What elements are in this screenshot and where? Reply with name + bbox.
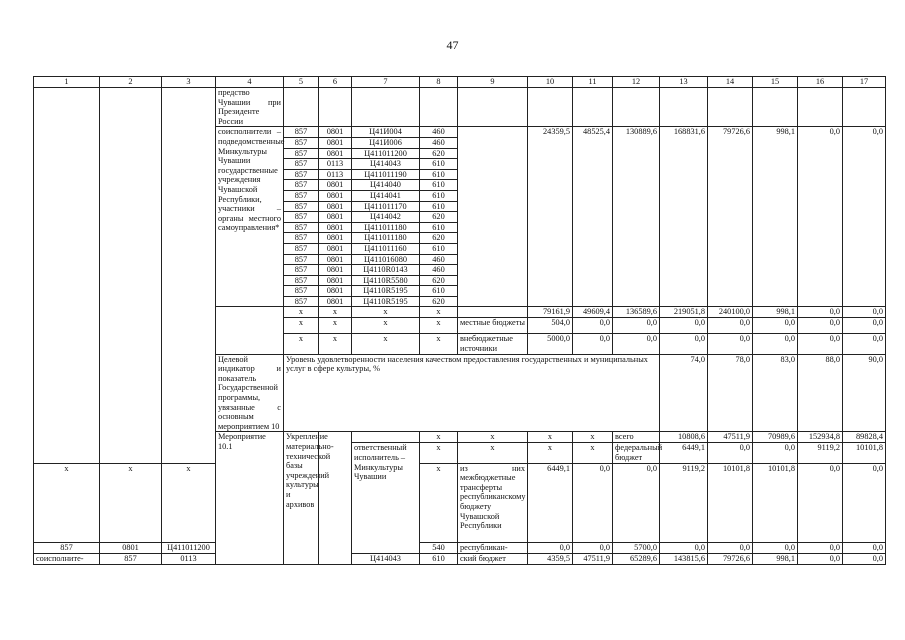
- vr-cell: 620: [420, 233, 458, 244]
- value-cell: 0,0: [843, 307, 886, 318]
- value-cell: 998,1: [753, 127, 798, 307]
- x-cell: х: [319, 334, 352, 354]
- value-cell: 89828,4: [843, 432, 886, 443]
- source-cell: из них межбюджетные трансферты республиканскому бюджету Чувашской Республики: [458, 463, 528, 542]
- section-cell: 0801: [319, 190, 352, 201]
- value-cell: 240100,0: [708, 307, 753, 318]
- value-cell: 0,0: [708, 443, 753, 463]
- vr-cell: 620: [420, 148, 458, 159]
- value-cell: 0,0: [798, 553, 843, 564]
- code-cell: 0801: [100, 542, 162, 553]
- value-cell: 0,0: [613, 318, 660, 334]
- x-cell: х: [420, 463, 458, 542]
- responsible-cell: ответственный исполнитель – Минкультуры Чувашии: [352, 443, 420, 553]
- empty-cell: [708, 88, 753, 127]
- column-number: 13: [660, 77, 708, 88]
- value-cell: 0,0: [798, 463, 843, 542]
- vr-cell: 610: [420, 286, 458, 297]
- value-cell: 0,0: [573, 318, 613, 334]
- vr-cell: 610: [420, 222, 458, 233]
- x-cell: х: [284, 307, 319, 318]
- section-cell: 0801: [319, 148, 352, 159]
- value-cell: 130889,6: [613, 127, 660, 307]
- grbs-cell: 857: [284, 296, 319, 307]
- empty-cell: [420, 88, 458, 127]
- value-cell: 79161,9: [528, 307, 573, 318]
- vr-cell: 620: [420, 212, 458, 223]
- value-cell: 0,0: [843, 542, 886, 553]
- x-cell: х: [162, 463, 216, 542]
- value-cell: 9119,2: [798, 443, 843, 463]
- empty-cell: [352, 432, 420, 443]
- value-cell: 5700,0: [613, 542, 660, 553]
- value-cell: 0,0: [528, 542, 573, 553]
- value-cell: 0,0: [753, 334, 798, 354]
- x-cell: х: [34, 463, 100, 542]
- x-cell: х: [284, 318, 319, 334]
- section-cell: 0113: [319, 159, 352, 170]
- value-cell: 136589,6: [613, 307, 660, 318]
- table-row: [34, 463, 886, 542]
- column-number: 8: [420, 77, 458, 88]
- x-cell: х: [352, 318, 420, 334]
- x-cell: х: [420, 443, 458, 463]
- empty-cell: [753, 88, 798, 127]
- empty-cell: [660, 88, 708, 127]
- vr-cell: 610: [420, 201, 458, 212]
- vr-cell: 610: [420, 190, 458, 201]
- empty-cell: [319, 88, 352, 127]
- grbs-cell: 857: [284, 286, 319, 297]
- csr-cell: Ц411011200: [352, 148, 420, 159]
- column-number: 11: [573, 77, 613, 88]
- vr-cell: 620: [420, 275, 458, 286]
- value-cell: 47511,9: [573, 553, 613, 564]
- csr-cell: Ц4110R0143: [352, 265, 420, 276]
- value-cell: 504,0: [528, 318, 573, 334]
- csr-cell: Ц411016080: [352, 254, 420, 265]
- section-cell: 0801: [319, 254, 352, 265]
- section-cell: 0801: [319, 137, 352, 148]
- grbs-cell: 857: [284, 169, 319, 180]
- csr-cell: Ц411011160: [352, 243, 420, 254]
- value-cell: 49609,4: [573, 307, 613, 318]
- section-cell: 0801: [319, 201, 352, 212]
- table-row: [34, 88, 886, 127]
- measure-id: Мероприятие 10.1: [216, 432, 284, 564]
- target-text: Уровень удовлетворенности населения качеством предоставления государственных и муниципальных услуг в сфере культуры, %: [284, 354, 660, 432]
- grbs-cell: 857: [284, 127, 319, 138]
- value-cell: 0,0: [753, 443, 798, 463]
- csr-cell: Ц414040: [352, 180, 420, 191]
- value-cell: 83,0: [753, 354, 798, 432]
- source-cell: республикан-: [458, 542, 528, 553]
- grbs-cell: 857: [284, 180, 319, 191]
- empty-cell: [613, 88, 660, 127]
- value-cell: 10101,8: [843, 443, 886, 463]
- value-cell: 0,0: [843, 334, 886, 354]
- code-cell: 857: [100, 553, 162, 564]
- value-cell: 998,1: [753, 307, 798, 318]
- value-cell: 0,0: [708, 334, 753, 354]
- empty-cell: [34, 88, 100, 464]
- csr-cell: Ц411011180: [352, 233, 420, 244]
- csr-cell: Ц411011190: [352, 169, 420, 180]
- column-number: 12: [613, 77, 660, 88]
- value-cell: 0,0: [843, 553, 886, 564]
- source-cell: [458, 127, 528, 307]
- value-cell: 0,0: [798, 307, 843, 318]
- section-cell: 0801: [319, 212, 352, 223]
- grbs-cell: 857: [284, 201, 319, 212]
- x-cell: х: [458, 443, 528, 463]
- column-number: 9: [458, 77, 528, 88]
- code-cell: 857: [34, 542, 100, 553]
- csr-cell: Ц414041: [352, 190, 420, 201]
- vr-cell: 610: [420, 243, 458, 254]
- column-number: 3: [162, 77, 216, 88]
- column-number: 16: [798, 77, 843, 88]
- coexecutors-cell: соисполните-: [34, 553, 100, 564]
- source-cell: внебюджетные источники: [458, 334, 528, 354]
- grbs-cell: 857: [284, 265, 319, 276]
- csr-cell: Ц41И006: [352, 137, 420, 148]
- value-cell: 0,0: [708, 542, 753, 553]
- grbs-cell: 857: [284, 137, 319, 148]
- value-cell: 0,0: [613, 463, 660, 542]
- page-number: 47: [446, 38, 459, 52]
- x-cell: х: [528, 432, 573, 443]
- section-cell: 0113: [319, 169, 352, 180]
- empty-cell: [162, 88, 216, 464]
- code-cell: Ц411011200: [162, 542, 216, 553]
- x-cell: х: [284, 334, 319, 354]
- value-cell: 143815,6: [660, 553, 708, 564]
- code-cell: 610: [420, 553, 458, 564]
- budget-table: [33, 76, 886, 565]
- x-cell: х: [420, 307, 458, 318]
- value-cell: 10101,8: [753, 463, 798, 542]
- csr-cell: Ц411011170: [352, 201, 420, 212]
- column-number: 14: [708, 77, 753, 88]
- value-cell: 0,0: [843, 318, 886, 334]
- value-cell: 219051,8: [660, 307, 708, 318]
- column-number: 6: [319, 77, 352, 88]
- empty-cell: [528, 88, 573, 127]
- source-cell: ский бюджет: [458, 553, 528, 564]
- value-cell: 70989,6: [753, 432, 798, 443]
- source-cell: [458, 307, 528, 318]
- value-cell: 998,1: [753, 553, 798, 564]
- empty-cell: [573, 88, 613, 127]
- value-cell: 0,0: [573, 542, 613, 553]
- section-cell: 0801: [319, 222, 352, 233]
- x-cell: х: [420, 334, 458, 354]
- empty-cell: [216, 307, 284, 354]
- value-cell: 48525,4: [573, 127, 613, 307]
- header-row: [34, 77, 886, 88]
- vr-cell: 460: [420, 254, 458, 265]
- x-cell: х: [573, 432, 613, 443]
- target-label: Целевой индикатор и показатель Государственной программы, увязанные с основным мероприятием 10: [216, 354, 284, 432]
- value-cell: 0,0: [798, 127, 843, 307]
- section-cell: 0801: [319, 127, 352, 138]
- x-cell: х: [352, 307, 420, 318]
- section-cell: 0801: [319, 265, 352, 276]
- x-cell: х: [352, 334, 420, 354]
- table-row: [34, 553, 886, 564]
- code-cell: Ц414043: [352, 553, 420, 564]
- csr-cell: Ц4110R5580: [352, 275, 420, 286]
- grbs-cell: 857: [284, 148, 319, 159]
- section-cell: 0801: [319, 286, 352, 297]
- grbs-cell: 857: [284, 222, 319, 233]
- vr-cell: 610: [420, 169, 458, 180]
- vr-cell: 610: [420, 159, 458, 170]
- empty-cell: [458, 88, 528, 127]
- value-cell: 78,0: [708, 354, 753, 432]
- csr-cell: Ц411011180: [352, 222, 420, 233]
- x-cell: х: [319, 318, 352, 334]
- x-cell: х: [420, 318, 458, 334]
- value-cell: 152934,8: [798, 432, 843, 443]
- value-cell: 6449,1: [528, 463, 573, 542]
- grbs-cell: 857: [284, 190, 319, 201]
- section-cell: 0801: [319, 275, 352, 286]
- vr-cell: 620: [420, 296, 458, 307]
- column-number: 17: [843, 77, 886, 88]
- value-cell: 0,0: [753, 542, 798, 553]
- code-cell: 0113: [162, 553, 216, 564]
- value-cell: 47511,9: [708, 432, 753, 443]
- value-cell: 24359,5: [528, 127, 573, 307]
- value-cell: 6449,1: [660, 443, 708, 463]
- value-cell: 65289,6: [613, 553, 660, 564]
- csr-cell: Ц4110R5195: [352, 296, 420, 307]
- budget-table-container: [33, 76, 883, 565]
- value-cell: 9119,2: [660, 463, 708, 542]
- value-cell: 0,0: [660, 318, 708, 334]
- value-cell: 4359,5: [528, 553, 573, 564]
- value-cell: 0,0: [798, 334, 843, 354]
- x-cell: х: [458, 432, 528, 443]
- value-cell: 0,0: [573, 463, 613, 542]
- vr-cell: 460: [420, 127, 458, 138]
- section-cell: 0801: [319, 296, 352, 307]
- column-number: 2: [100, 77, 162, 88]
- x-cell: х: [100, 463, 162, 542]
- empty-cell: [798, 88, 843, 127]
- empty-cell: [284, 88, 319, 127]
- grbs-cell: 857: [284, 243, 319, 254]
- value-cell: 0,0: [798, 318, 843, 334]
- value-cell: 88,0: [798, 354, 843, 432]
- csr-cell: Ц4110R5195: [352, 286, 420, 297]
- section-cell: 0801: [319, 243, 352, 254]
- value-cell: 79726,6: [708, 127, 753, 307]
- value-cell: 168831,6: [660, 127, 708, 307]
- value-cell: 0,0: [843, 463, 886, 542]
- code-cell: 540: [420, 542, 458, 553]
- vr-cell: 460: [420, 137, 458, 148]
- x-cell: х: [319, 307, 352, 318]
- value-cell: 90,0: [843, 354, 886, 432]
- value-cell: 5000,0: [528, 334, 573, 354]
- coexecutors-cell: соисполнители – подведомственные Минкультуры Чувашии государственные учреждения Чувашской Республики, участники – органы местного самоуправления*: [216, 127, 284, 307]
- csr-cell: Ц414042: [352, 212, 420, 223]
- grbs-cell: 857: [284, 233, 319, 244]
- source-cell: федеральный бюджет: [613, 443, 660, 463]
- csr-cell: Ц41И004: [352, 127, 420, 138]
- value-cell: 74,0: [660, 354, 708, 432]
- grbs-cell: 857: [284, 159, 319, 170]
- column-number: 5: [284, 77, 319, 88]
- column-number: 1: [34, 77, 100, 88]
- source-cell: всего: [613, 432, 660, 443]
- measure-name: Укрепление материально-технической базы учреждений культуры и архивов: [284, 432, 319, 564]
- empty-cell: [352, 88, 420, 127]
- value-cell: 0,0: [753, 318, 798, 334]
- empty-cell: [100, 88, 162, 464]
- column-number: 15: [753, 77, 798, 88]
- x-cell: х: [528, 443, 573, 463]
- value-cell: 0,0: [660, 334, 708, 354]
- source-cell: местные бюджеты: [458, 318, 528, 334]
- value-cell: 0,0: [573, 334, 613, 354]
- column-number: 7: [352, 77, 420, 88]
- vr-cell: 610: [420, 180, 458, 191]
- section-cell: 0801: [319, 180, 352, 191]
- value-cell: 0,0: [843, 127, 886, 307]
- section-cell: 0801: [319, 233, 352, 244]
- value-cell: 10101,8: [708, 463, 753, 542]
- x-cell: х: [420, 432, 458, 443]
- grbs-cell: 857: [284, 275, 319, 286]
- value-cell: 79726,6: [708, 553, 753, 564]
- grbs-cell: 857: [284, 254, 319, 265]
- csr-cell: Ц414043: [352, 159, 420, 170]
- x-cell: х: [573, 443, 613, 463]
- value-cell: 0,0: [613, 334, 660, 354]
- column-number: 10: [528, 77, 573, 88]
- value-cell: 10808,6: [660, 432, 708, 443]
- value-cell: 0,0: [708, 318, 753, 334]
- empty-cell: [843, 88, 886, 127]
- value-cell: 0,0: [798, 542, 843, 553]
- column-number: 4: [216, 77, 284, 88]
- table-row: [34, 542, 886, 553]
- grbs-cell: 857: [284, 212, 319, 223]
- vr-cell: 460: [420, 265, 458, 276]
- executor-cell: предство Чувашии при Президенте России: [216, 88, 284, 127]
- value-cell: 0,0: [660, 542, 708, 553]
